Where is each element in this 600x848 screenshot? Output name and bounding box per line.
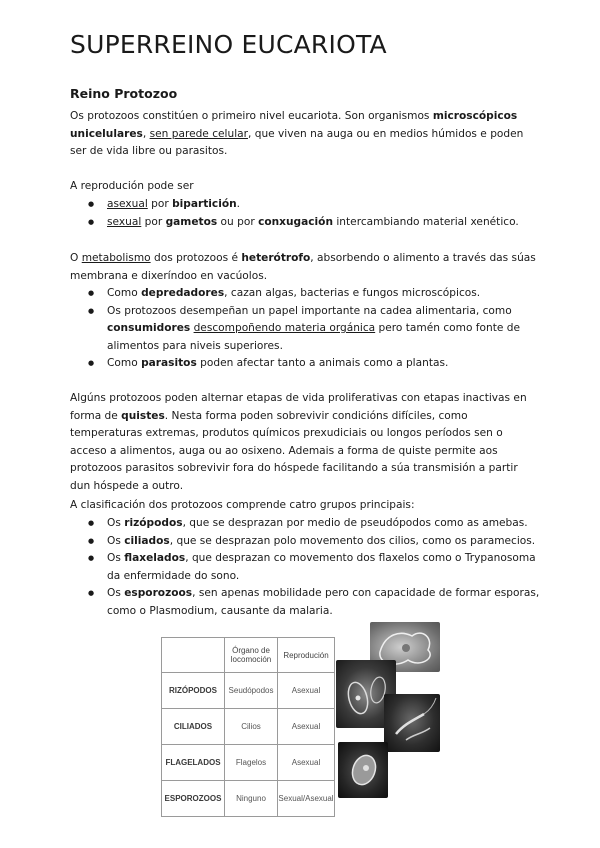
table-cell: RIZÓPODOS: [162, 673, 225, 709]
table-row: [162, 709, 335, 745]
classification-lead: A clasificación dos protozoos comprende catro grupos principais:: [70, 499, 415, 511]
table-header-cell: [162, 638, 225, 673]
protozoa-micrographs: [336, 622, 440, 798]
table-row: [162, 673, 335, 709]
table-cell: ESPOROZOOS: [162, 781, 225, 817]
intro-paragraph: Os protozoos constitúen o primeiro nivel eucariota. Son organismos microscópicos unicelulares, sen parede celular, que viven na auga ou en medios húmidos e poden ser de vida libre ou parasitos.: [70, 110, 524, 157]
list-item: ● Os flaxelados, que desprazan co movemento dos flaxelos como o Trypanosoma da enfermidade do sono.: [70, 550, 540, 585]
flagellate-micrograph: [384, 694, 440, 752]
list-item: ● Os ciliados, que se desprazan polo movemento dos cilios, como os paramecios.: [70, 533, 540, 551]
metabolism-list: [70, 285, 540, 373]
list-item: ● asexual por bipartición.: [70, 196, 540, 214]
table-cell: CILIADOS: [162, 709, 225, 745]
list-item: ● Como depredadores, cazan algas, bacterias e fungos microscópicos.: [70, 285, 540, 303]
table-cell: Seudópodos: [225, 673, 278, 709]
metabolism-paragraph: O metabolismo dos protozoos é heterótrofo, absorbendo o alimento a través das súas membrana e dixeríndoo en vacúolos.: [70, 252, 536, 282]
list-item: ● Os esporozoos, sen apenas mobilidade pero con capacidade de formar esporas, como o Plasmodium, causante da malaria.: [70, 585, 540, 620]
table-row: [162, 745, 335, 781]
list-item: ● Como parasitos poden afectar tanto a animais como a plantas.: [70, 355, 540, 373]
flagellate-shape: [384, 694, 440, 752]
table-row: [162, 781, 335, 817]
list-item: ● Os protozoos desempeñan un papel importante na cadea alimentaria, como consumidores descompoñendo materia orgánica pero tamén como fonte de alimentos para niveis superiores.: [70, 303, 540, 356]
list-item: ● sexual por gametos ou por conxugación intercambiando material xenético.: [70, 214, 540, 232]
table-cell: Asexual: [278, 745, 335, 781]
list-item: ● Os rizópodos, que se desprazan por medio de pseudópodos como as amebas.: [70, 515, 540, 533]
cysts-paragraph: Algúns protozoos poden alternar etapas de vida proliferativas con etapas inactivas en forma de quistes. Nesta forma poden sobrevivir condicións difíciles, como temperaturas extremas, produtos químicos prexudiciais ou longos períodos sen o acceso a alimentos, auga ou ao osixeno. Ademais a forma de quiste permite aos protozoos parasitos sobrevivir fora do hóspede facilitando a súa transmisión a partir dun hóspede a outro.: [70, 392, 527, 492]
table-cell: Asexual: [278, 709, 335, 745]
reproduction-lead: A reprodución pode ser: [70, 180, 194, 192]
page-title: SUPERREINO EUCARIOTA: [70, 30, 387, 59]
table-header-cell: Reprodución: [278, 638, 335, 673]
sporozoan-shape: [338, 742, 388, 798]
table-header-cell: Órgano de locomoción: [225, 638, 278, 673]
table-cell: FLAGELADOS: [162, 745, 225, 781]
table-cell: Cilios: [225, 709, 278, 745]
section-heading: Reino Protozoo: [70, 86, 178, 101]
table-cell: Flagelos: [225, 745, 278, 781]
table-cell: Asexual: [278, 673, 335, 709]
table-cell: Sexual/Asexual: [278, 781, 335, 817]
table-cell: Ninguno: [225, 781, 278, 817]
reproduction-list: [70, 196, 540, 231]
sporozoan-micrograph: [338, 742, 388, 798]
table-header-row: [162, 638, 335, 673]
classification-table: [161, 637, 335, 817]
classification-list: [70, 515, 540, 620]
